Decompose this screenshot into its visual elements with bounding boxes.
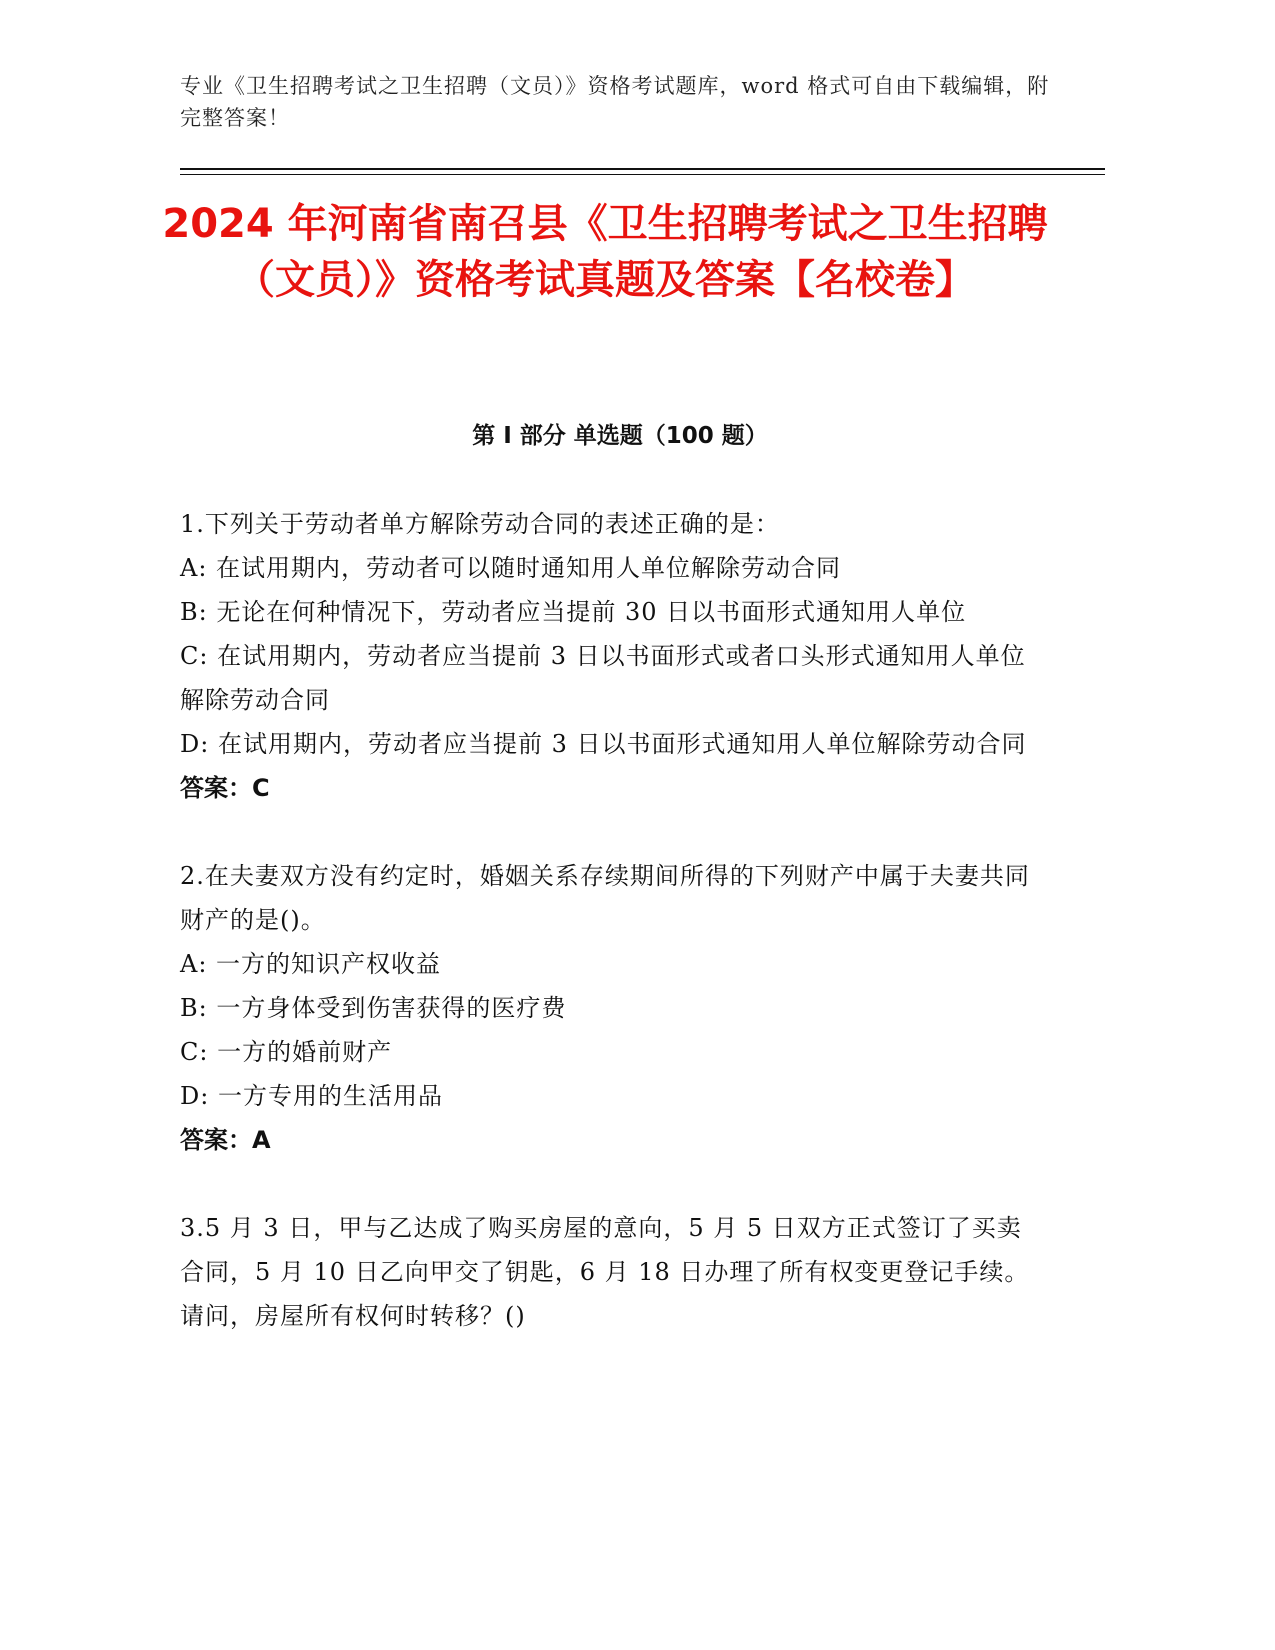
question-stem: 2.在夫妻双方没有约定时，婚姻关系存续期间所得的下列财产中属于夫妻共同财产的是()。 xyxy=(180,862,1030,934)
header-note: 专业《卫生招聘考试之卫生招聘（文员）》资格考试题库，word 格式可自由下载编辑，附完整答案！ xyxy=(180,74,1050,130)
question-stem: 1.下列关于劳动者单方解除劳动合同的表述正确的是： xyxy=(180,510,780,538)
option-d: D: 在试用期内，劳动者应当提前 3 日以书面形式通知用人单位解除劳动合同 xyxy=(180,730,1027,758)
question-stem: 3.5 月 3 日，甲与乙达成了购买房屋的意向，5 月 5 日双方正式签订了买卖合同，5 月 10 日乙向甲交了钥匙，6 月 18 日办理了所有权变更登记手续。请问，房屋所有权何时转移？() xyxy=(180,1214,1030,1330)
question-2 xyxy=(180,854,1040,1162)
question-list xyxy=(180,502,1040,1382)
answer-line: 答案：A xyxy=(180,1126,271,1154)
header-divider-thin xyxy=(180,174,1105,175)
answer-line: 答案：C xyxy=(180,774,270,802)
option-c: C: 一方的婚前财产 xyxy=(180,1038,393,1066)
question-3 xyxy=(180,1206,1040,1338)
document-title: 2024 年河南省南召县《卫生招聘考试之卫生招聘（文员）》资格考试真题及答案【名校卷】 xyxy=(162,201,1048,303)
option-a: A: 一方的知识产权收益 xyxy=(180,950,442,978)
option-a: A: 在试用期内，劳动者可以随时通知用人单位解除劳动合同 xyxy=(180,554,842,582)
section-title: 第 I 部分 单选题（100 题） xyxy=(472,423,768,449)
option-b: B: 无论在何种情况下，劳动者应当提前 30 日以书面形式通知用人单位 xyxy=(180,598,967,626)
question-1 xyxy=(180,502,1040,810)
option-d: D: 一方专用的生活用品 xyxy=(180,1082,443,1110)
option-c: C: 在试用期内，劳动者应当提前 3 日以书面形式或者口头形式通知用人单位解除劳动合同 xyxy=(180,642,1026,714)
header-divider-thick xyxy=(180,168,1105,170)
option-b: B: 一方身体受到伤害获得的医疗费 xyxy=(180,994,567,1022)
